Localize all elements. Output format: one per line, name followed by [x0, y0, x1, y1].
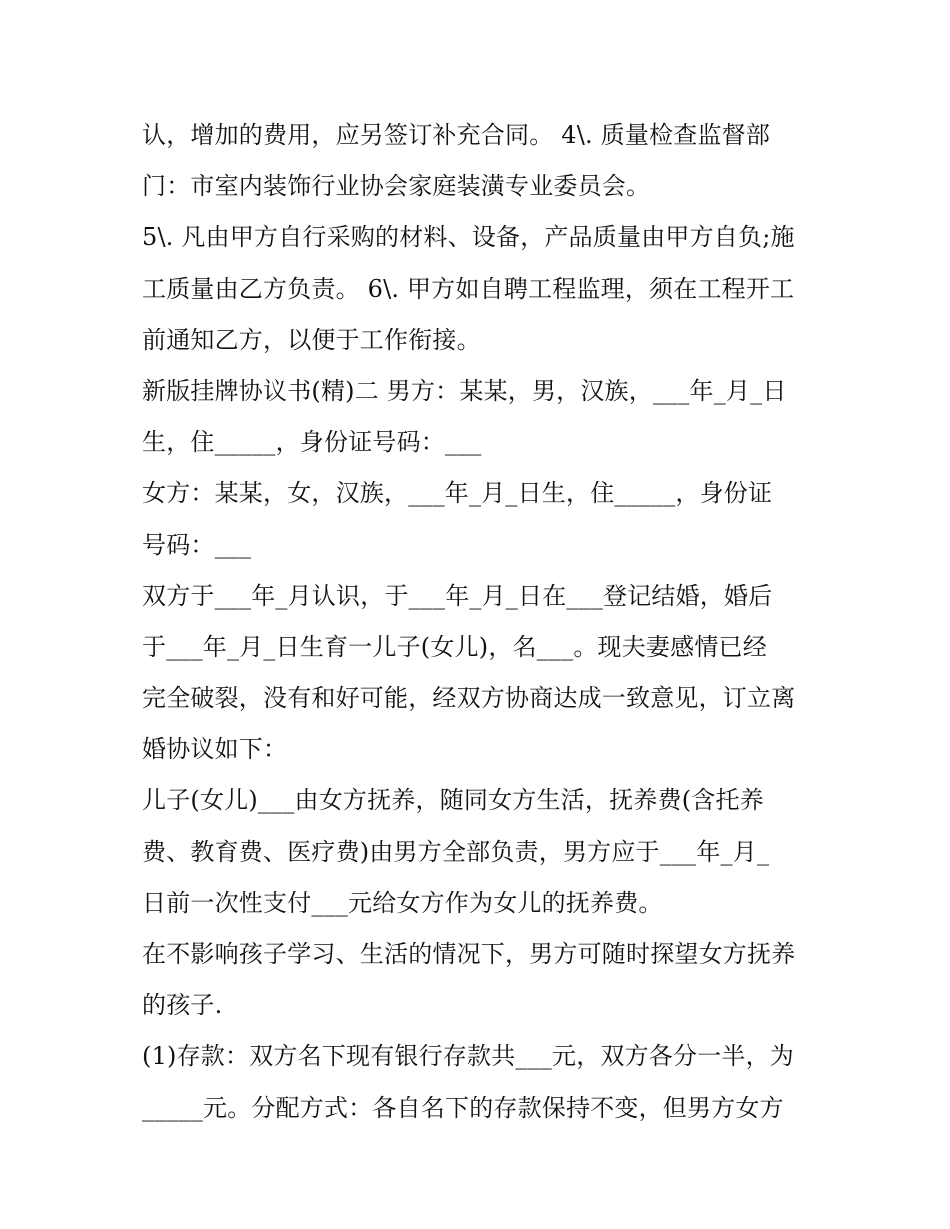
text-line-20: _____元。分配方式：各自名下的存款保持不变，但男方女方 — [142, 1093, 784, 1122]
text-line-16: 日前一次性支付___元给女方作为女儿的抚养费。 — [142, 888, 663, 917]
text-line-3: 5\. 凡由甲方自行采购的材料、设备，产品质量由甲方自负;施 — [142, 223, 795, 252]
text-line-8: 女方：某某，女，汉族，___年_月_日生，住_____，身份证 — [142, 479, 773, 508]
text-line-12: 完全破裂，没有和好可能，经双方协商达成一致意见，订立离 — [142, 684, 796, 713]
text-line-14: 儿子(女儿)___由女方抚养，随同女方生活，抚养费(含托养 — [142, 786, 764, 815]
text-line-2: 门：市室内装饰行业协会家庭装潢专业委员会。 — [142, 172, 651, 201]
text-line-6: 新版挂牌协议书(精)二 男方：某某，男，汉族，___年_月_日 — [142, 376, 787, 405]
text-line-4: 工质量由乙方负责。 6\. 甲方如自聘工程监理，须在工程开工 — [142, 274, 795, 303]
text-line-5: 前通知乙方，以便于工作衔接。 — [142, 325, 481, 354]
document-body — [142, 110, 822, 1134]
text-line-9: 号码：___ — [142, 530, 252, 559]
text-line-1: 认，增加的费用，应另签订补充合同。 4\. 质量检查监督部 — [142, 121, 771, 149]
text-line-11: 于___年_月_日生育一儿子(女儿)，名___。现夫妻感情已经 — [142, 632, 767, 661]
text-line-15: 费、教育费、医疗费)由男方全部负责，男方应于___年_月_ — [142, 837, 770, 866]
text-line-17: 在不影响孩子学习、生活的情况下，男方可随时探望女方抚养 — [142, 940, 796, 968]
text-line-18: 的孩子. — [142, 991, 223, 1020]
text-line-19: (1)存款：双方名下现有银行存款共___元，双方各分一半，为 — [142, 1042, 794, 1071]
text-line-7: 生，住_____，身份证号码：___ — [142, 428, 482, 457]
text-line-13: 婚协议如下： — [142, 735, 288, 764]
text-line-10: 双方于___年_月认识，于___年_月_日在___登记结婚，婚后 — [142, 581, 773, 610]
